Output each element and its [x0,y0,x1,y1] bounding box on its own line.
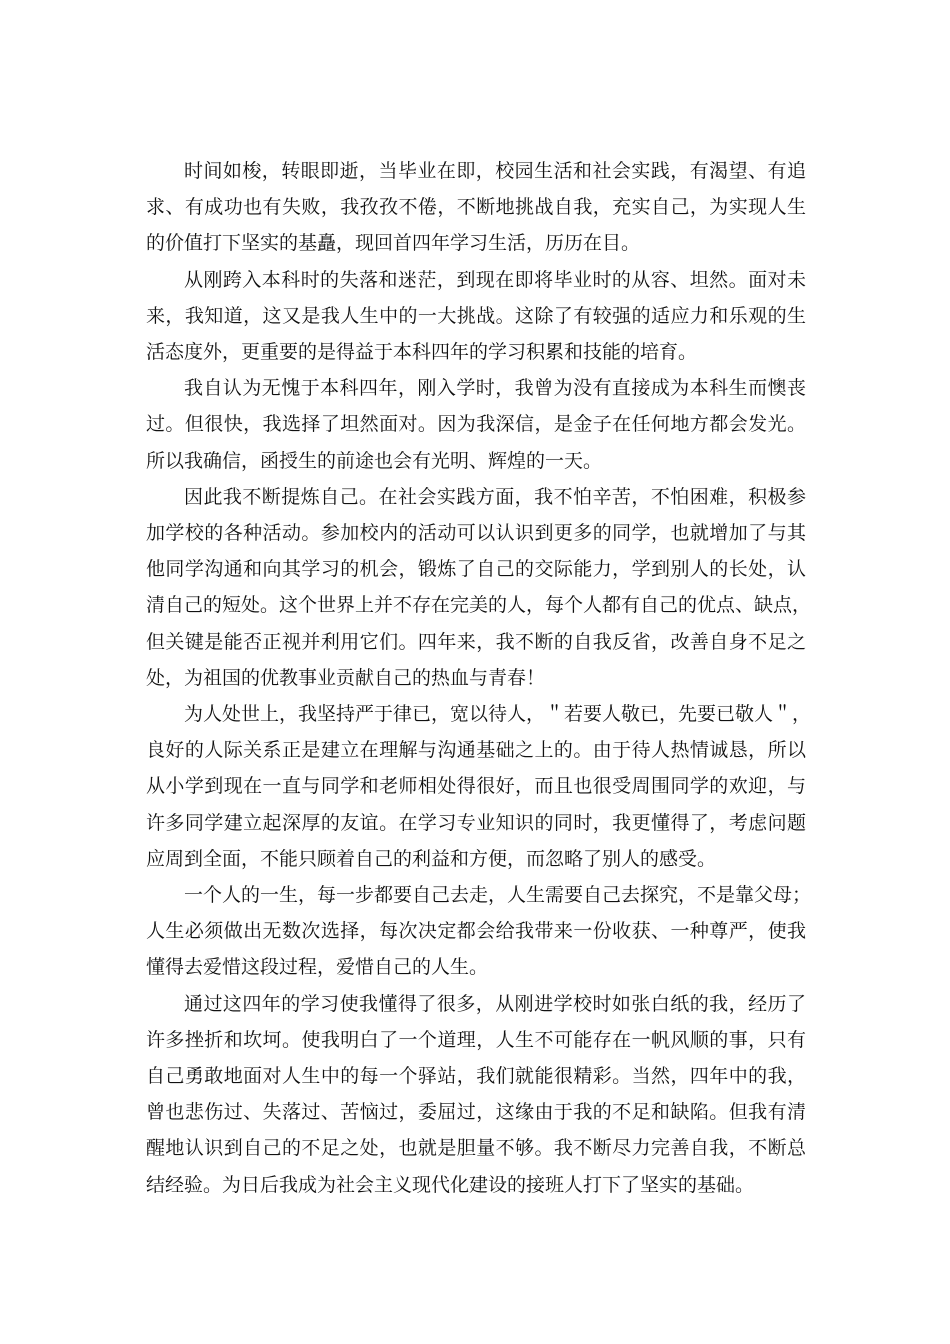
paragraph-7 [146,986,806,1203]
text-line: 因此我不断提炼自己。在社会实践方面，我不怕辛苦，不怕困难，积极参 [184,485,806,508]
paragraph-2 [146,262,806,371]
text-line: 通过这四年的学习使我懂得了很多，从刚进学校时如张白纸的我，经历了 [184,992,806,1015]
text-line: 为人处世上，我坚持严于律已，宽以待人，＂若要人敬已，先要已敬人＂， [184,703,812,726]
paragraph-4 [146,479,812,696]
paragraph-3 [146,370,806,479]
text-line: 但关键是能否正视并利用它们。四年来，我不断的自我反省，改善自身不足之 [146,630,806,653]
text-line: 求、有成功也有失败，我孜孜不倦，不断地挑战自我，充实自己，为实现人生 [146,196,806,219]
text-line: 自己勇敢地面对人生中的每一个驿站，我们就能很精彩。当然，四年中的我， [146,1065,806,1088]
text-line: 所以我确信，函授生的前途也会有光明、辉煌的一天。 [146,449,603,472]
text-line: 人生必须做出无数次选择，每次决定都会给我带来一份收获、一种尊严，使我 [146,920,806,943]
text-line: 活态度外，更重要的是得益于本科四年的学习积累和技能的培育。 [146,341,698,364]
text-line: 许多同学建立起深厚的友谊。在学习专业知识的同时，我更懂得了，考虑问题 [146,811,806,834]
text-line: 醒地认识到自己的不足之处，也就是胆量不够。我不断尽力完善自我，不断总 [146,1137,806,1160]
paragraph-1 [146,153,806,262]
text-line: 过。但很快，我选择了坦然面对。因为我深信，是金子在任何地方都会发光。 [146,413,806,436]
document-body [146,153,812,1203]
text-line: 他同学沟通和向其学习的机会，锻炼了自己的交际能力，学到别人的长处，认 [146,558,806,581]
text-line: 时间如梭，转眼即逝，当毕业在即，校园生活和社会实践，有渴望、有追 [184,160,806,182]
text-line: 一个人的一生，每一步都要自己去走，人生需要自己去探究，不是靠父母； [184,884,812,907]
text-line: 许多挫折和坎坷。使我明白了一个道理，人生不可能存在一帆风顺的事，只有 [146,1028,806,1051]
text-line: 从小学到现在一直与同学和老师相处得很好，而且也很受周围同学的欢迎，与 [146,775,806,798]
text-line: 的价值打下坚实的基矗，现回首四年学习生活，历历在目。 [146,232,641,255]
text-line: 加学校的各种活动。参加校内的活动可以认识到更多的同学，也就增加了与其 [146,522,806,545]
paragraph-6 [146,877,812,986]
text-line: 处，为祖国的优教事业贡献自己的热血与青春！ [146,666,546,689]
text-line: 懂得去爱惜这段过程，爱惜自己的人生。 [146,956,489,979]
text-line: 我自认为无愧于本科四年，刚入学时，我曾为没有直接成为本科生而懊丧 [184,377,806,400]
text-line: 从刚跨入本科时的失落和迷茫，到现在即将毕业时的从容、坦然。面对未 [184,268,806,291]
text-line: 应周到全面，不能只顾着自己的利益和方便，而忽略了别人的感受。 [146,847,717,870]
text-line: 良好的人际关系正是建立在理解与沟通基础之上的。由于待人热情诚恳，所以 [146,739,806,762]
paragraph-5 [146,696,812,877]
text-line: 曾也悲伤过、失落过、苦恼过，委屈过，这缘由于我的不足和缺陷。但我有清 [146,1101,806,1124]
text-line: 结经验。为日后我成为社会主义现代化建设的接班人打下了坚实的基础。 [146,1173,755,1196]
text-line: 清自己的短处。这个世界上并不存在完美的人，每个人都有自己的优点、缺点， [146,594,812,617]
text-line: 来，我知道，这又是我人生中的一大挑战。这除了有较强的适应力和乐观的生 [146,304,806,327]
